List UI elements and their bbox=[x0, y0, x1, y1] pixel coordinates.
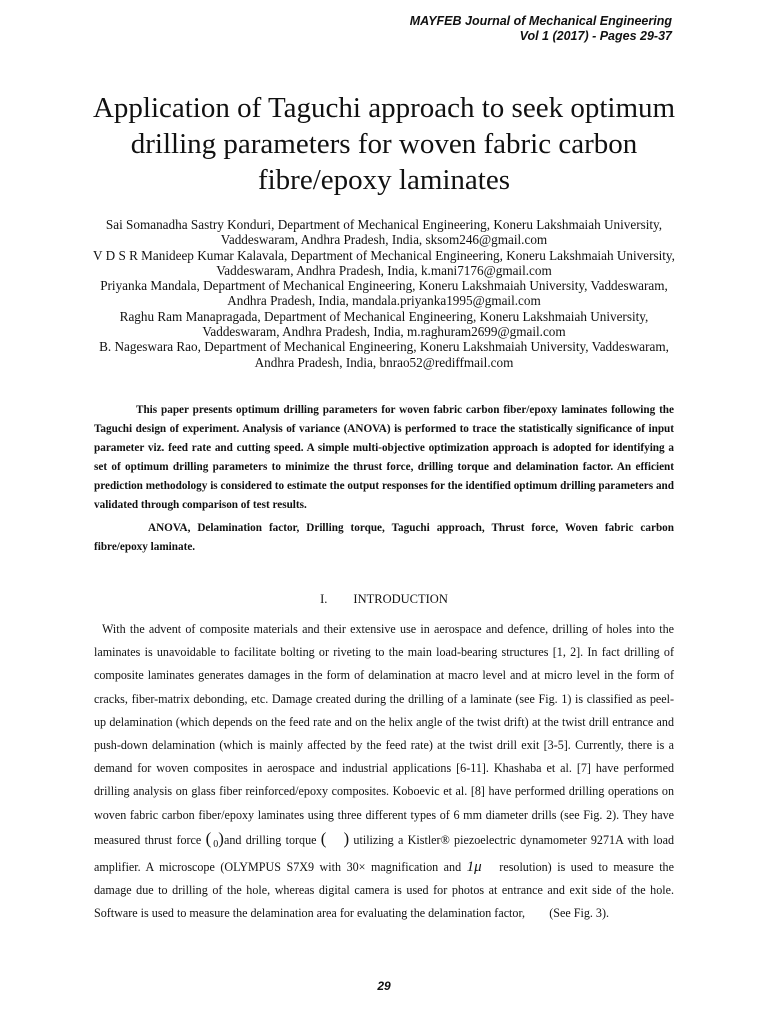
intro-text-part3: utilizing a Kistler® piezoelectric dynamometer 9271A with load amplifier. A microscope (OLYMPUS S7X9 with 30× magnification and bbox=[94, 832, 675, 875]
author-affiliation: Priyanka Mandala, Department of Mechanical Engineering, Koneru Lakshmaiah University, Vaddeswaram, Andhra Pradesh, India, mandala.priyanka1995@gmail.com bbox=[100, 278, 668, 309]
intro-text-part5: (See Fig. 3). bbox=[549, 906, 610, 921]
author-affiliation: Raghu Ram Manapragada, Department of Mechanical Engineering, Koneru Lakshmaiah University, Vaddeswaram, Andhra Pradesh, India, m.raghuram2699@gmail.com bbox=[119, 308, 649, 340]
section-title: INTRODUCTION bbox=[353, 592, 448, 606]
journal-volume: Vol 1 (2017) - Pages 29-37 bbox=[519, 29, 672, 43]
micron-symbol: 1μ bbox=[466, 859, 482, 876]
thrust-force-symbol: ( $_0$) bbox=[205, 828, 224, 850]
abstract: This paper presents optimum drilling parameters for woven fabric carbon fiber/epoxy laminates following the Taguchi design of experiment. Analysis of variance (ANOVA) is performed to trace the statistically significance of input parameter viz. feed rate and cutting speed. A simple multi-objective optimization approach is adopted for identifying a set of optimum drilling parameters to minimize the thrust force, drilling torque and delamination factor. An efficient prediction methodology is considered to estimate the output responses for the identified optimum drilling parameters and validated through comparison of test results. bbox=[94, 404, 674, 512]
intro-text-part2: and drilling torque bbox=[223, 832, 317, 847]
journal-header bbox=[410, 14, 672, 44]
intro-text-part4: resolution) is used to measure the damage due to drilling of the hole, whereas digital camera is used for photos at entrance and exit side of the hole. Software is used to measure the delamination area for evaluating the delamination factor, bbox=[94, 860, 674, 921]
section-heading bbox=[0, 592, 768, 607]
paper-title: Application of Taguchi approach to seek optimum drilling parameters for woven fabric carbon fibre/epoxy laminates bbox=[92, 92, 676, 196]
author-affiliation: V D S R Manideep Kumar Kalavala, Department of Mechanical Engineering, Koneru Lakshmaiah University, Vaddeswaram, Andhra Pradesh, India, k.mani7176@gmail.com bbox=[93, 247, 675, 278]
author-affiliation: B. Nageswara Rao, Department of Mechanical Engineering, Koneru Lakshmaiah University, Vaddeswaram, Andhra Pradesh, India, bnrao52@rediffmail.com bbox=[99, 339, 669, 370]
author-affiliation: Sai Somanadha Sastry Konduri, Department of Mechanical Engineering, Koneru Lakshmaiah University, Vaddeswaram, Andhra Pradesh, India, sksom246@gmail.com bbox=[105, 217, 663, 248]
page-number: 29 bbox=[377, 979, 391, 993]
keywords: ANOVA, Delamination factor, Drilling torque, Taguchi approach, Thrust force, Woven fabric carbon fibre/epoxy laminate. bbox=[94, 522, 674, 554]
author-list bbox=[80, 217, 688, 370]
section-number: I. bbox=[320, 592, 328, 606]
drilling-torque-symbol: ( ) bbox=[320, 828, 350, 848]
introduction-paragraph bbox=[94, 618, 674, 926]
journal-name: MAYFEB Journal of Mechanical Engineering bbox=[409, 14, 672, 28]
intro-text-part1: With the advent of composite materials and their extensive use in aerospace and defence, drilling of holes into the laminates is unavoidable to facilitate bolting or riveting to the main load-bearing structures [1, 2]. In fact drilling of composite laminates generates damages in the form of delamination at macro level and at micro level in the form of cracks, fiber-matrix debonding, etc. Damage created during the drilling of a laminate (see Fig. 1) is classified as peel-up delamination (which depends on the feed rate and on the helix angle of the twist drift) at the twist drill entrance and push-down delamination (which is mainly affected by the feed rate) at the twist drill exit [3-5]. Currently, there is a demand for woven composites in aerospace and industrial applications [6-11]. Khashaba et al. [7] have performed drilling analysis on glass fiber reinforced/epoxy composites. Koboevic et al. [8] have performed drilling operations on woven fabric carbon fiber/epoxy laminates using three different types of 6 mm diameter drills (see Fig. 2). They have measured thrust force bbox=[94, 622, 674, 847]
